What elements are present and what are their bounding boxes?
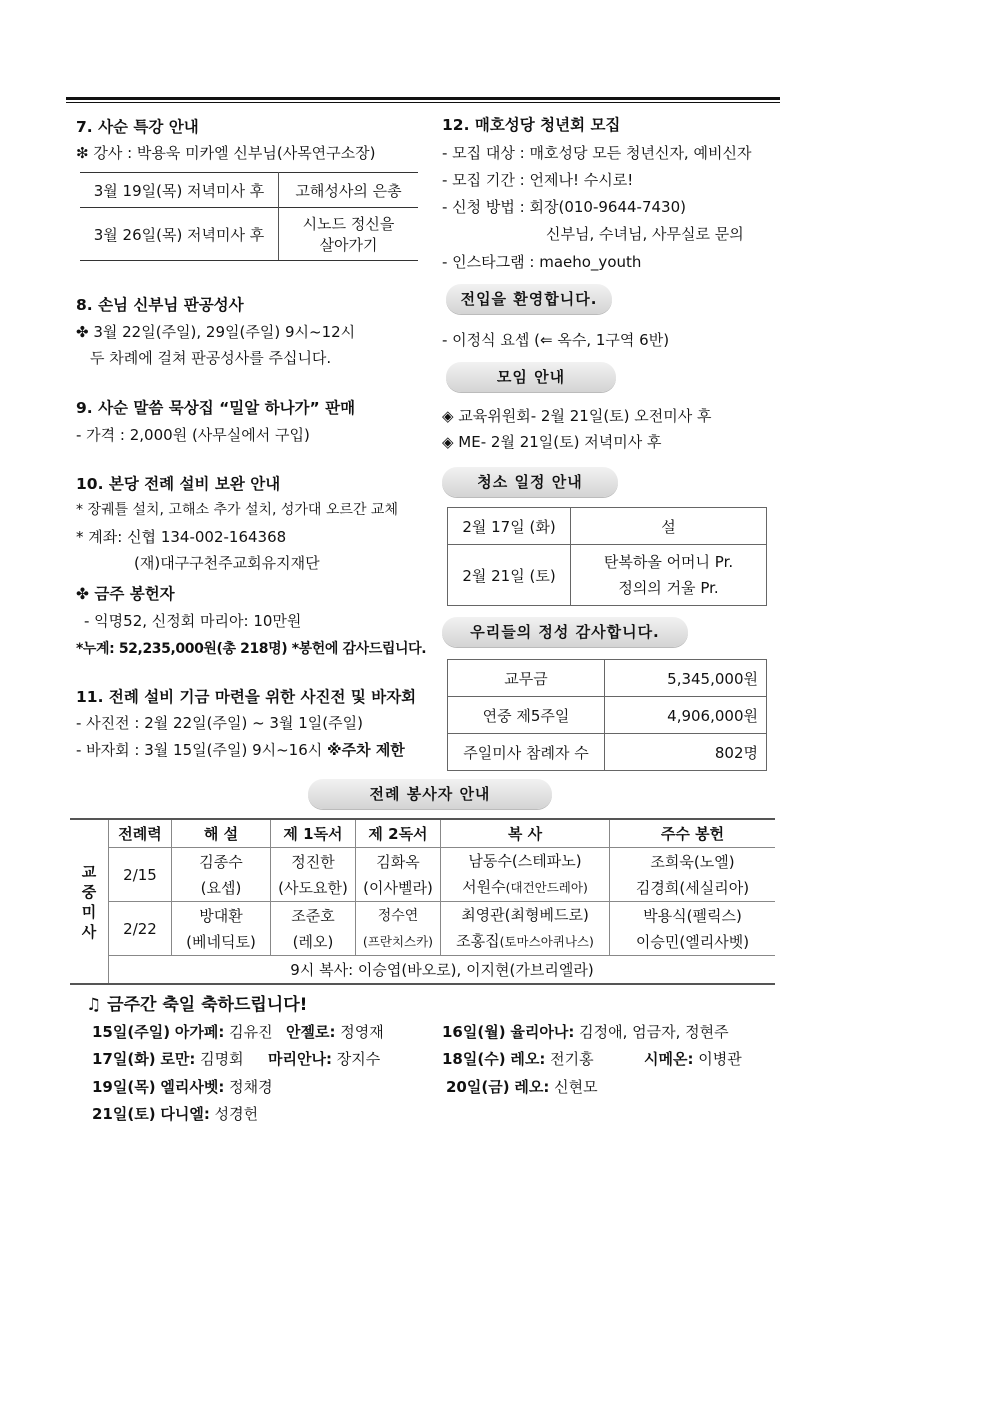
cleaning-date: 2월 21일 (토) xyxy=(448,545,571,606)
server-name: 서원수 xyxy=(462,878,506,896)
table-row xyxy=(448,545,767,606)
table-row xyxy=(70,819,775,848)
cell-line: 조준호 xyxy=(291,906,335,925)
meeting-line1: ◈ 교육위원회- 2월 21일(토) 오전미사 후 xyxy=(442,407,712,425)
cell-line: 김경희(세실리아) xyxy=(635,878,750,897)
offering-table xyxy=(447,659,767,771)
offering-label: 주일미사 참례자 수 xyxy=(448,734,605,771)
cell-line: 이승민(엘리사벳) xyxy=(635,932,750,951)
person-name: 김유진 xyxy=(229,1023,273,1041)
person-name: 정영재 xyxy=(340,1023,384,1041)
lecture-topic: 고해성사의 은총 xyxy=(279,173,419,208)
table-row xyxy=(80,208,418,261)
liturgy-date: 2/22 xyxy=(109,902,172,956)
offertory xyxy=(610,902,776,956)
s9-line1: - 가격 : 2,000원 (사무실에서 구입) xyxy=(76,426,310,444)
cleaning-group: 설 xyxy=(571,508,767,545)
feast-item xyxy=(92,1021,273,1042)
person-name: 성경헌 xyxy=(214,1105,259,1123)
lecture-date: 3월 19일(목) 저녁미사 후 xyxy=(80,173,279,208)
lecture-date: 3월 26일(목) 저녁미사 후 xyxy=(80,208,279,261)
cleaning-group xyxy=(571,545,767,606)
person-name: 김정애, 엄금자, 정현주 xyxy=(579,1023,729,1041)
col-header: 복 사 xyxy=(441,819,610,848)
server-name: 조홍집 xyxy=(456,932,500,950)
feast-day: 20일(금) xyxy=(446,1078,510,1096)
feast-item xyxy=(286,1021,384,1042)
s12-title: 12. 매호성당 청년회 모집 xyxy=(442,116,621,134)
offering-label: 연중 제5주일 xyxy=(448,697,605,734)
feast-day: 15일(주일) xyxy=(92,1023,171,1041)
commentator xyxy=(172,902,271,956)
s12-line5: - 인스타그램 : maeho_youth xyxy=(442,253,642,271)
table-row xyxy=(70,902,775,956)
feast-day: 16일(월) xyxy=(442,1023,506,1041)
reader-1 xyxy=(271,902,356,956)
commentator xyxy=(172,848,271,902)
side-char: 사 xyxy=(81,922,97,941)
feast-day: 19일(목) xyxy=(92,1078,156,1096)
welcome-line: - 이정식 요셉 (⇐ 옥수, 1구역 6반) xyxy=(442,331,670,349)
table-row xyxy=(70,956,775,985)
table-row xyxy=(70,848,775,902)
cell-line: (프란치스카) xyxy=(362,933,434,949)
offering-label: 교무금 xyxy=(448,660,605,697)
saint-name: 마리안나: xyxy=(268,1050,332,1068)
feast-day: 17일(화) xyxy=(92,1050,156,1068)
offertory xyxy=(610,848,776,902)
feast-item xyxy=(92,1048,244,1069)
feast-item xyxy=(446,1076,598,1097)
nine-oclock-servers: 9시 복사: 이승엽(바오로), 이지현(가브리엘라) xyxy=(109,956,776,985)
cell-line: (베네딕토) xyxy=(186,932,256,951)
donation-total: *누계: 52,235,000원(총 218명) *봉헌에 감사드립니다. xyxy=(76,641,427,657)
s10-line2: * 계좌: 신협 134-002-164368 xyxy=(76,528,287,546)
lecture-topic-line: 살아가기 xyxy=(319,236,378,254)
s9-title: 9. 사순 말씀 묵상집 “밀알 하나가” 판매 xyxy=(76,399,356,417)
person-name: 전기홍 xyxy=(550,1050,594,1068)
side-char: 교 xyxy=(81,862,97,881)
saint-name: 시메온: xyxy=(644,1050,694,1068)
s12-line3: - 신청 방법 : 회장(010-9644-7430) xyxy=(442,198,686,216)
s12-line4: 신부님, 수녀님, 사무실로 문의 xyxy=(546,225,744,243)
offering-pill: 우리들의 정성 감사합니다. xyxy=(442,617,688,647)
saint-name: 아가페: xyxy=(174,1023,225,1041)
table-row xyxy=(448,734,767,771)
cell-line: (사도요한) xyxy=(278,878,348,897)
feast-item xyxy=(442,1048,594,1069)
cell-line: 최영관(최형베드로) xyxy=(461,906,589,924)
feast-item xyxy=(644,1048,742,1069)
col-header: 제 2독서 xyxy=(356,819,441,848)
s11-line1: - 사진전 : 2월 22일(주일) ~ 3월 1일(주일) xyxy=(76,714,363,732)
cell-line: 김종수 xyxy=(199,852,243,871)
cell-line: 김화옥 xyxy=(376,852,420,871)
side-char: 미 xyxy=(81,902,97,921)
feast-day: 21일(토) xyxy=(92,1105,156,1123)
s11-title: 11. 전례 설비 기금 마련을 위한 사진전 및 바자회 xyxy=(76,688,417,706)
lecture-table xyxy=(80,172,418,261)
servers-pill: 전례 봉사자 안내 xyxy=(308,779,552,809)
s10-line1: * 장궤틀 설치, 고해소 추가 설치, 성가대 오르간 교체 xyxy=(76,502,398,518)
s10-title: 10. 본당 전례 설비 보완 안내 xyxy=(76,475,281,493)
lecture-topic-line: 시노드 정신을 xyxy=(302,215,395,233)
table-row xyxy=(448,660,767,697)
bazaar-text: - 바자회 : 3월 15일(주일) 9시~16시 xyxy=(76,741,328,759)
cell-line: (이사벨라) xyxy=(363,878,433,897)
meeting-line2: ◈ ME- 2월 21일(토) 저녁미사 후 xyxy=(442,433,662,451)
servers-table xyxy=(70,818,775,985)
cell-line: 정수연 xyxy=(377,907,419,924)
cleaning-group-line: 탄복하올 어머니 Pr. xyxy=(603,553,734,571)
table-row xyxy=(80,173,418,208)
table-row xyxy=(448,508,767,545)
saint-name: 레오: xyxy=(514,1078,550,1096)
feast-item xyxy=(92,1076,273,1097)
cleaning-pill: 청소 일정 안내 xyxy=(442,467,618,497)
saint-name: 다니엘: xyxy=(160,1105,210,1123)
col-header: 제 1독서 xyxy=(271,819,356,848)
col-header: 해 설 xyxy=(172,819,271,848)
saint-name: 로만: xyxy=(160,1050,196,1068)
s8-line2: 두 차례에 걸쳐 판공성사를 주십니다. xyxy=(90,349,332,367)
altar-server xyxy=(441,902,610,956)
s10-line3: (재)대구구천주교회유지재단 xyxy=(134,554,320,572)
offering-value: 4,906,000원 xyxy=(605,697,767,734)
donor-line: - 익명52, 신정회 마리아: 10만원 xyxy=(84,612,302,630)
table-row xyxy=(448,697,767,734)
side-char: 중 xyxy=(81,882,97,901)
cell-line: (레오) xyxy=(292,932,334,951)
s7-lecturer: ❇ 강사 : 박용욱 미카엘 신부님(사목연구소장) xyxy=(76,144,376,162)
feast-item xyxy=(92,1103,258,1124)
reader-1 xyxy=(271,848,356,902)
cell-line: 남동수(스테파노) xyxy=(468,852,582,870)
s12-line2: - 모집 기간 : 언제나! 수시로! xyxy=(442,171,634,189)
altar-server xyxy=(441,848,610,902)
header-rule-thick xyxy=(66,97,780,100)
feast-title: ♫ 금주간 축일 축하드립니다! xyxy=(86,995,308,1015)
cell-line xyxy=(441,874,609,901)
server-baptismal: (대건안드레아) xyxy=(505,880,588,895)
liturgy-date: 2/15 xyxy=(109,848,172,902)
person-name: 정채경 xyxy=(229,1078,273,1096)
saint-name: 엘리사벳: xyxy=(160,1078,225,1096)
reader-2 xyxy=(356,848,441,902)
parking-notice: ※주차 제한 xyxy=(327,741,405,759)
saint-name: 율리아나: xyxy=(510,1023,575,1041)
feast-item xyxy=(442,1021,729,1042)
feast-day: 18일(수) xyxy=(442,1050,506,1068)
cleaning-group-line: 정의의 거울 Pr. xyxy=(618,579,719,597)
reader-2 xyxy=(356,902,441,956)
s12-line1: - 모집 대상 : 매호성당 모든 청년신자, 예비신자 xyxy=(442,144,752,162)
cell-line: 박용식(펠릭스) xyxy=(643,906,742,925)
cell-line: 조희욱(노엘) xyxy=(650,852,735,871)
feast-item xyxy=(268,1048,380,1069)
server-baptismal: (토마스아퀴나스) xyxy=(499,934,594,949)
donor-title: ✤ 금주 봉헌자 xyxy=(76,585,175,603)
s8-title: 8. 손님 신부님 판공성사 xyxy=(76,296,244,314)
col-header: 주수 봉헌 xyxy=(610,819,776,848)
cell-line: 정진한 xyxy=(291,852,335,871)
saint-name: 안젤로: xyxy=(286,1023,336,1041)
s8-line1: ✤ 3월 22일(주일), 29일(주일) 9시~12시 xyxy=(76,323,356,341)
person-name: 장지수 xyxy=(336,1050,381,1068)
welcome-pill: 전입을 환영합니다. xyxy=(446,284,612,314)
cleaning-table xyxy=(447,507,767,606)
person-name: 신현모 xyxy=(554,1078,598,1096)
saint-name: 레오: xyxy=(510,1050,546,1068)
cell-line: 방대환 xyxy=(199,906,243,925)
cell-line xyxy=(441,928,609,955)
cell-line: (요셉) xyxy=(200,878,242,897)
lecture-topic xyxy=(279,208,419,261)
s11-line2 xyxy=(76,739,405,760)
offering-value: 802명 xyxy=(605,734,767,771)
person-name: 김명회 xyxy=(200,1050,244,1068)
col-header: 전례력 xyxy=(109,819,172,848)
header-rule-thin xyxy=(66,102,780,103)
meeting-pill: 모임 안내 xyxy=(446,362,616,392)
person-name: 이병관 xyxy=(698,1050,742,1068)
offering-value: 5,345,000원 xyxy=(605,660,767,697)
s7-title: 7. 사순 특강 안내 xyxy=(76,118,199,136)
cleaning-date: 2월 17일 (화) xyxy=(448,508,571,545)
side-label xyxy=(70,819,109,984)
